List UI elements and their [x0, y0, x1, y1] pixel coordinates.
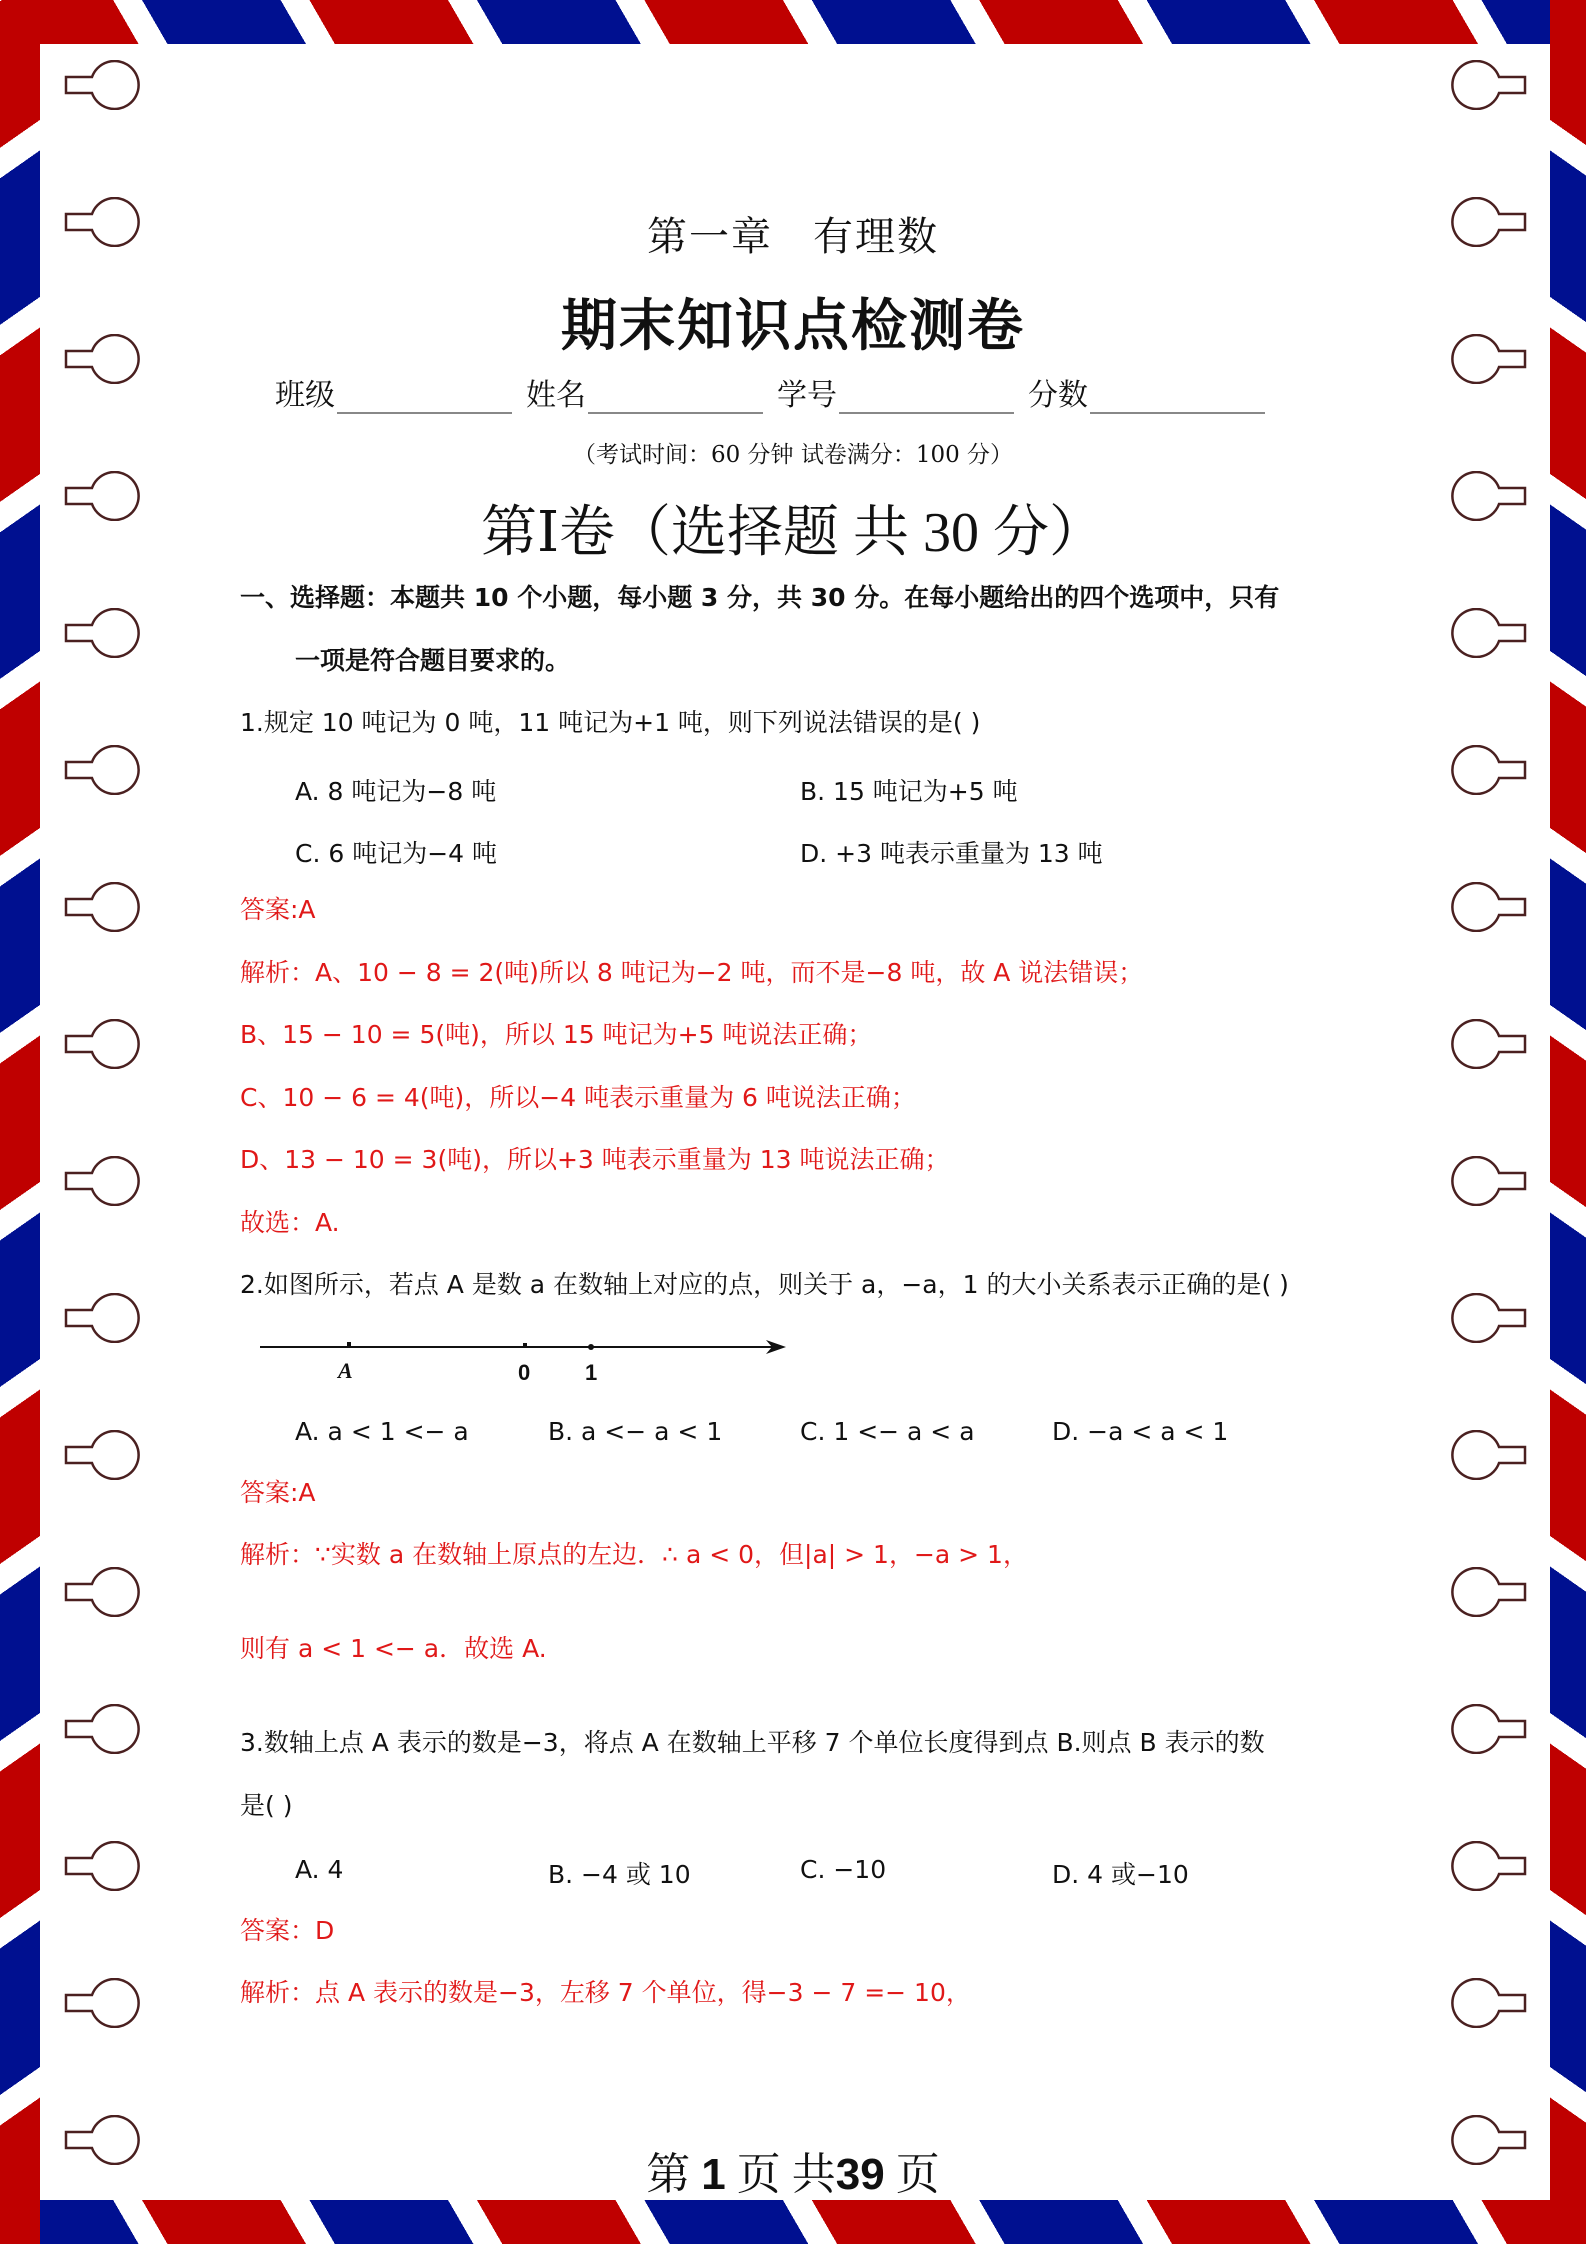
question-2-stem: 2.如图所示，若点 A 是数 a 在数轴上对应的点，则关于 a，−a，1 的大小关系表示正确的是( ) [240, 1270, 1289, 1299]
total-pages: 39 [835, 2150, 885, 2199]
name-field[interactable] [526, 370, 763, 414]
footer-middle: 页 共 [736, 2150, 836, 2199]
binder-ring-icon [1447, 1156, 1527, 1206]
question-1-analysis-line: 解析：A、10 − 8 = 2(吨)所以 8 吨记为−2 吨，而不是−8 吨，故 A 说法错误； [240, 958, 1144, 987]
binder-ring-icon [1447, 1567, 1527, 1617]
binder-ring-icon [64, 1019, 144, 1069]
section-instructions-line1: 一、选择题：本题共 10 个小题，每小题 3 分，共 30 分。在每小题给出的四个选项中，只有 [240, 583, 1280, 612]
binder-ring-icon [64, 1156, 144, 1206]
chapter-topic: 有理数 [813, 214, 939, 260]
footer-prefix: 第 [646, 2150, 691, 2199]
question-1-option-a[interactable]: A. 8 吨记为−8 吨 [295, 777, 497, 806]
exam-info: （考试时间：60 分钟 试卷满分：100 分） [572, 442, 1014, 468]
binder-ring-icon [64, 1430, 144, 1480]
binder-ring-icon [1447, 1293, 1527, 1343]
question-1-analysis-line: 故选：A. [240, 1208, 340, 1237]
question-2-option-d[interactable]: D. −a < a < 1 [1052, 1417, 1229, 1446]
binder-ring-icon [1447, 1978, 1527, 2028]
binder-ring-icon [1447, 745, 1527, 795]
chapter-title [0, 205, 1586, 262]
question-1-option-d[interactable]: D. +3 吨表示重量为 13 吨 [800, 839, 1103, 868]
question-3-option-d[interactable]: D. 4 或−10 [1052, 1860, 1189, 1889]
question-2-analysis-line: 则有 a < 1 <− a．故选 A. [240, 1634, 547, 1663]
question-3-stem-line1: 3.数轴上点 A 表示的数是−3，将点 A 在数轴上平移 7 个单位长度得到点 B.则点 B 表示的数 [240, 1728, 1265, 1757]
question-3-option-c[interactable]: C. −10 [800, 1855, 887, 1884]
question-3-option-a[interactable]: A. 4 [295, 1855, 344, 1884]
binder-ring-icon [64, 608, 144, 658]
question-1-analysis-line: D、13 − 10 = 3(吨)，所以+3 吨表示重量为 13 吨说法正确； [240, 1145, 950, 1174]
score-field[interactable] [1028, 370, 1265, 414]
name-label: 姓名 [526, 378, 586, 413]
question-2-analysis-line: 解析：∵实数 a 在数轴上原点的左边．∴ a < 0，但|a| > 1，−a > 1， [240, 1540, 1028, 1569]
student-id-label: 学号 [777, 378, 837, 413]
chapter-number: 第一章 [647, 214, 773, 260]
binder-ring-icon [1447, 1430, 1527, 1480]
binder-ring-icon [1447, 882, 1527, 932]
question-1-option-c[interactable]: C. 6 吨记为−4 吨 [295, 839, 498, 868]
binder-ring-icon [1447, 1019, 1527, 1069]
score-blank[interactable] [1090, 382, 1265, 414]
section-title: 第Ⅰ卷（选择题 共 30 分） [480, 502, 1106, 564]
question-3-answer: 答案：D [240, 1916, 335, 1945]
binder-ring-icon [1447, 608, 1527, 658]
binder-ring-icon [1447, 1704, 1527, 1754]
current-page: 1 [701, 2150, 726, 2199]
section-instructions-line2: 一项是符合题目要求的。 [295, 646, 571, 675]
question-3-option-b[interactable]: B. −4 或 10 [548, 1860, 691, 1889]
border-bottom-stripes [0, 2200, 1586, 2244]
student-id-field[interactable] [777, 370, 1014, 414]
question-1-analysis-line: C、10 − 6 = 4(吨)，所以−4 吨表示重量为 6 吨说法正确； [240, 1083, 916, 1112]
binder-ring-icon [64, 1841, 144, 1891]
binder-ring-icon [64, 745, 144, 795]
border-top-stripes [0, 0, 1586, 44]
score-label: 分数 [1028, 378, 1088, 413]
class-blank[interactable] [337, 382, 512, 414]
question-3-analysis-line: 解析：点 A 表示的数是−3，左移 7 个单位，得−3 − 7 =− 10， [240, 1978, 971, 2007]
student-info-row [275, 370, 1265, 414]
question-1-option-b[interactable]: B. 15 吨记为+5 吨 [800, 777, 1018, 806]
page-title: 期末知识点检测卷 [561, 294, 1025, 359]
one-label: 1 [585, 1360, 598, 1385]
class-label: 班级 [275, 378, 335, 413]
binder-ring-icon [1447, 1841, 1527, 1891]
binder-ring-icon [64, 1293, 144, 1343]
binder-ring-icon [64, 1704, 144, 1754]
page-number-footer [0, 2138, 1586, 2202]
question-1-analysis-line: B、15 − 10 = 5(吨)，所以 15 吨记为+5 吨说法正确； [240, 1020, 873, 1049]
name-blank[interactable] [588, 382, 763, 414]
class-field[interactable] [275, 370, 512, 414]
point-a-label: A [338, 1358, 353, 1383]
question-1-answer: 答案:A [240, 895, 316, 924]
binder-ring-icon [64, 60, 144, 110]
binder-ring-icon [64, 882, 144, 932]
question-2-option-b[interactable]: B. a <− a < 1 [548, 1417, 723, 1446]
binder-ring-icon [1447, 60, 1527, 110]
question-1-stem: 1.规定 10 吨记为 0 吨，11 吨记为+1 吨，则下列说法错误的是( ) [240, 708, 981, 737]
binder-ring-icon [64, 1567, 144, 1617]
question-2-answer: 答案:A [240, 1478, 316, 1507]
origin-label: 0 [518, 1360, 531, 1385]
binder-ring-icon [64, 1978, 144, 2028]
student-id-blank[interactable] [839, 382, 1014, 414]
number-line-figure [258, 1330, 788, 1390]
question-2-option-c[interactable]: C. 1 <− a < a [800, 1417, 975, 1446]
footer-suffix: 页 [895, 2150, 940, 2199]
question-3-stem-line2: 是( ) [240, 1791, 293, 1820]
question-2-option-a[interactable]: A. a < 1 <− a [295, 1417, 469, 1446]
